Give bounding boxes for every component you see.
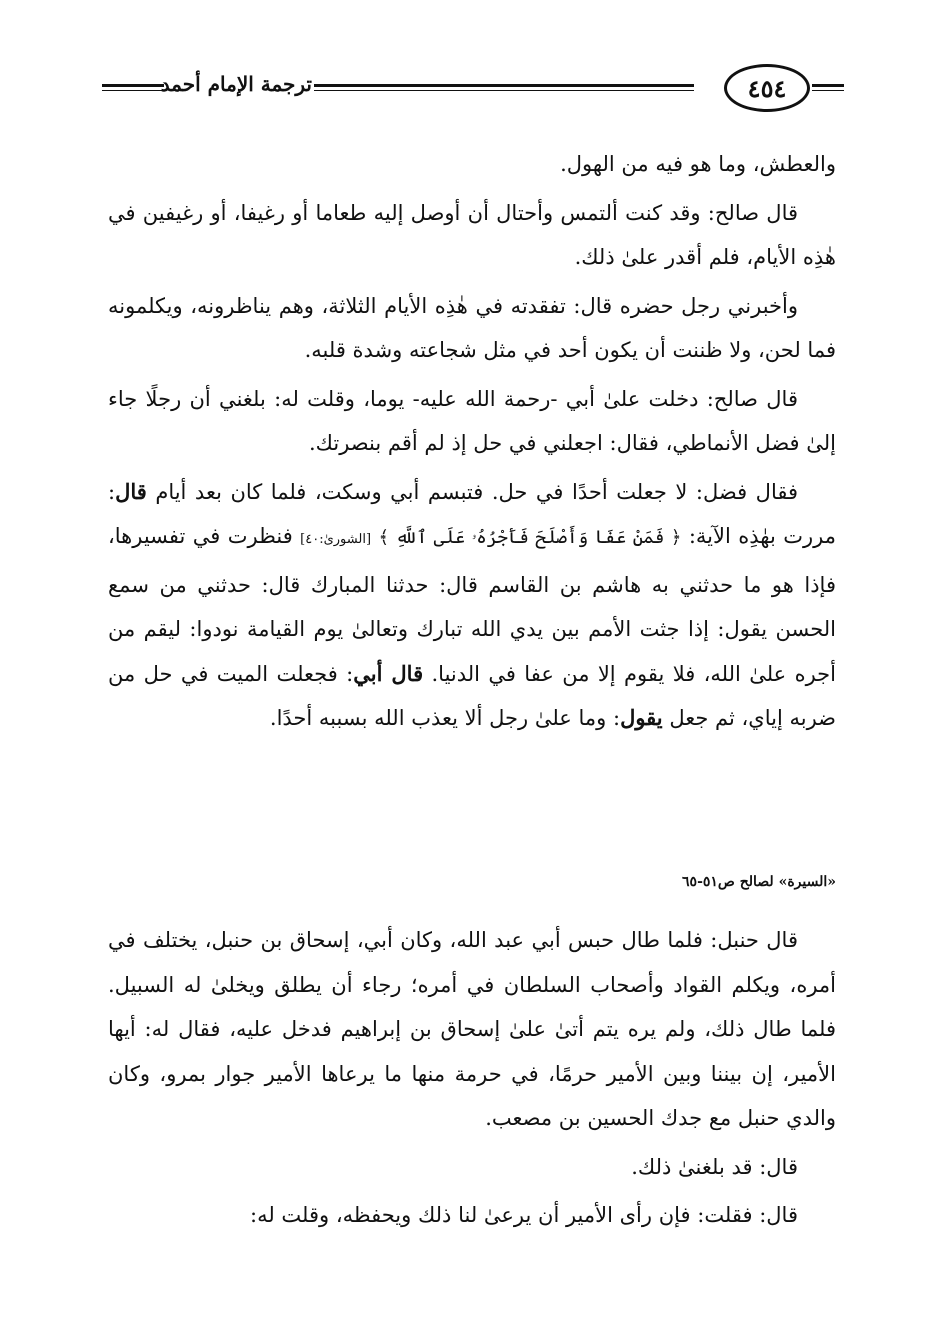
header-rule-right [812,84,844,91]
source-citation: «السيرة» لصالح ص٥١-٦٥ [682,874,836,890]
text-run: : وما علىٰ رجل ألا يعذب الله بسببه أحدًا. [269,706,621,730]
bold-run: يقول [620,705,663,730]
main-text-continued [108,918,836,1242]
main-text [108,142,836,745]
text-run: فنظرت في تفسيرها، فإذا هو ما حدثني به هاشم بن القاسم قال: حدثنا المبارك قال: حدثني من سمع الحسن يقول: إذا جثت الأمم بين يدي الله تبارك وتعالىٰ يوم القيامة نودوا: ليقم من أجره علىٰ الله، فلا يقوم إلا من عفا في الدنيا. [108,524,836,686]
paragraph: قال صالح: وقد كنت ألتمس وأحتال أن أوصل إليه طعاما أو رغيفا، أو رغيفين في هٰذِه الأيام، فلم أقدر علىٰ ذلك. [108,200,836,269]
page-header [100,60,842,122]
bold-run: قال أبي [353,660,424,686]
header-rule-left [102,84,164,91]
paragraph: قال حنبل: فلما طال حبس أبي عبد الله، وكان أبي، إسحاق بن حنبل، يختلف في أمره، ويكلم القواد وأصحاب السلطان في أمره؛ رجاء أن يطلق ويخلىٰ له السبيل. فلما طال ذلك، ولم يره يتم أتىٰ علىٰ إسحاق بن إبراهيم فدخل عليه، فقال له: أيها الأمير، إن بيننا وبين الأمير حرمًا، في حرمة منها ما يرعاها الأمير جوار بمرو، وكان والدي حنبل مع جدك الحسين بن مصعب. [108,928,836,1130]
quran-verse: ﴿ فَمَنْ عَفَا وَأَصْلَحَ فَأَجْرُهُۥ عَلَى ٱللَّهِ ﴾ [378,527,682,548]
page-number: ٤٥٤ [724,64,810,112]
paragraph [108,470,836,741]
paragraph: قال: قد بلغنىٰ ذلك. [631,1154,798,1179]
text-run: : مررت بهٰذِه الآية: [108,479,836,548]
header-rule-middle [314,84,694,91]
text-run: : فجعلت الميت في حل من ضربه إياي، ثم جعل [108,661,836,730]
text-run: فقال فضل: لا جعلت أحدًا في حل. فتبسم أبي وسكت، فلما كان بعد أيام [146,479,798,504]
paragraph: وأخبرني رجل حضره قال: تفقدته في هٰذِه الأيام الثلاثة، وهم يناظرونه، ويكلمونه فما لحن، ولا ظننت أن يكون أحد في مثل شجاعته وشدة قلبه. [108,293,836,362]
bold-run: قال [115,478,147,504]
paragraph: قال: فقلت: فإن رأى الأمير أن يرعىٰ لنا ذلك ويحفظه، وقلت له: [250,1203,798,1227]
paragraph: قال صالح: دخلت علىٰ أبي -رحمة الله عليه- يوما، وقلت له: بلغني أن رجلًا جاء إلىٰ فضل الأنماطي، فقال: اجعلني في حل إذ لم أقم بنصرتك. [108,386,836,455]
paragraph: والعطش، وما هو فيه من الهول. [560,152,836,176]
running-title: ترجمة الإمام أحمد [160,72,312,96]
verse-reference: [الشورىٰ:٤٠] [300,532,372,547]
